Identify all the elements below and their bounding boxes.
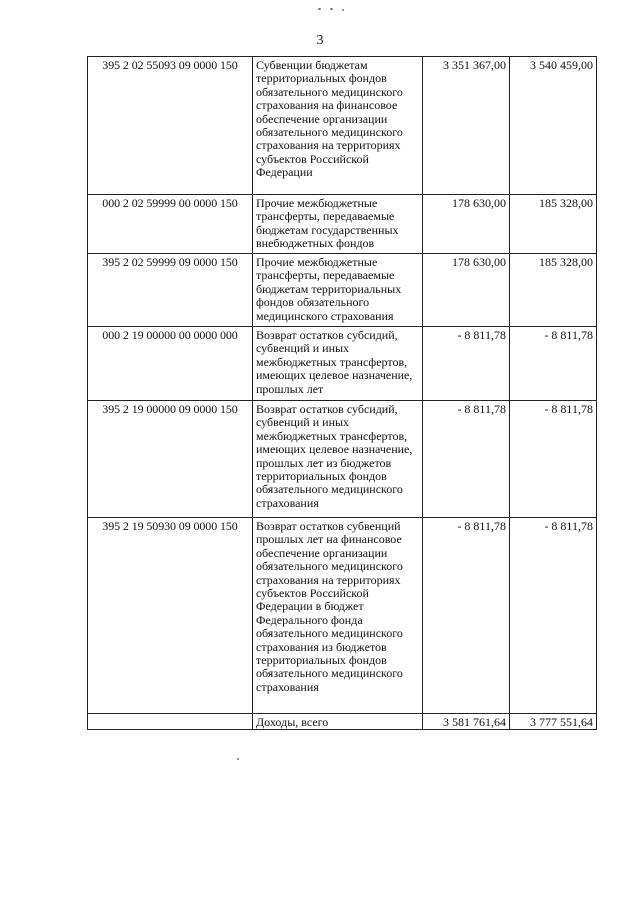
scan-speck — [342, 9, 344, 11]
amount-second-year-cell: 3 540 459,00 — [510, 57, 597, 195]
scan-speck — [330, 8, 333, 10]
revenue-name-cell: Прочие межбюджетные трансферты, передаваемые бюджетам территориальных фондов обязательного медицинского страхования — [253, 254, 423, 327]
total-code-cell — [88, 714, 253, 730]
amount-first-year-cell: 3 351 367,00 — [423, 57, 510, 195]
total-label-cell: Доходы, всего — [253, 714, 423, 730]
total-first-year-cell: 3 581 761,64 — [423, 714, 510, 730]
revenue-name-cell: Возврат остатков субсидий, субвенций и иных межбюджетных трансфертов, имеющих целевое назначение, прошлых лет из бюджетов территориальных фондов обязательного медицинского страхования — [253, 401, 423, 518]
amount-second-year-cell: - 8 811,78 — [510, 518, 597, 714]
revenue-name-cell: Возврат остатков субвенций прошлых лет на финансовое обеспечение организации обязательного медицинского страхования на территориях субъектов Российской Федерации в бюджет Федерального фонда обязательного медицинского страхования из бюджетов территориальных фондов обязательного медицинского страхования — [253, 518, 423, 714]
budget-code-cell: 395 2 19 00000 09 0000 150 — [88, 401, 253, 518]
total-second-year-cell: 3 777 551,64 — [510, 714, 597, 730]
revenue-name-cell: Субвенции бюджетам территориальных фондов обязательного медицинского страхования на финансовое обеспечение организации обязательного медицинского страхования на территориях субъектов Российской Федерации — [253, 57, 423, 195]
budget-revenue-table — [87, 56, 597, 730]
scan-speck — [318, 8, 321, 10]
table-row — [88, 57, 597, 195]
amount-first-year-cell: 178 630,00 — [423, 195, 510, 254]
amount-first-year-cell: - 8 811,78 — [423, 518, 510, 714]
table-row — [88, 254, 597, 327]
amount-second-year-cell: - 8 811,78 — [510, 327, 597, 401]
amount-second-year-cell: 185 328,00 — [510, 195, 597, 254]
amount-second-year-cell: - 8 811,78 — [510, 401, 597, 518]
amount-first-year-cell: 178 630,00 — [423, 254, 510, 327]
revenue-name-cell: Возврат остатков субсидий, субвенций и иных межбюджетных трансфертов, имеющих целевое назначение, прошлых лет — [253, 327, 423, 401]
budget-code-cell: 000 2 02 59999 00 0000 150 — [88, 195, 253, 254]
table-row — [88, 401, 597, 518]
table-row — [88, 518, 597, 714]
amount-second-year-cell: 185 328,00 — [510, 254, 597, 327]
amount-first-year-cell: - 8 811,78 — [423, 401, 510, 518]
budget-code-cell: 395 2 02 55093 09 0000 150 — [88, 57, 253, 195]
budget-code-cell: 395 2 02 59999 09 0000 150 — [88, 254, 253, 327]
budget-code-cell: 395 2 19 50930 09 0000 150 — [88, 518, 253, 714]
total-row — [88, 714, 597, 730]
revenue-name-cell: Прочие межбюджетные трансферты, передаваемые бюджетам государственных внебюджетных фондов — [253, 195, 423, 254]
amount-first-year-cell: - 8 811,78 — [423, 327, 510, 401]
table-row — [88, 327, 597, 401]
budget-code-cell: 000 2 19 00000 00 0000 000 — [88, 327, 253, 401]
table-row — [88, 195, 597, 254]
scan-speck — [237, 758, 239, 760]
page-number: 3 — [316, 33, 324, 48]
